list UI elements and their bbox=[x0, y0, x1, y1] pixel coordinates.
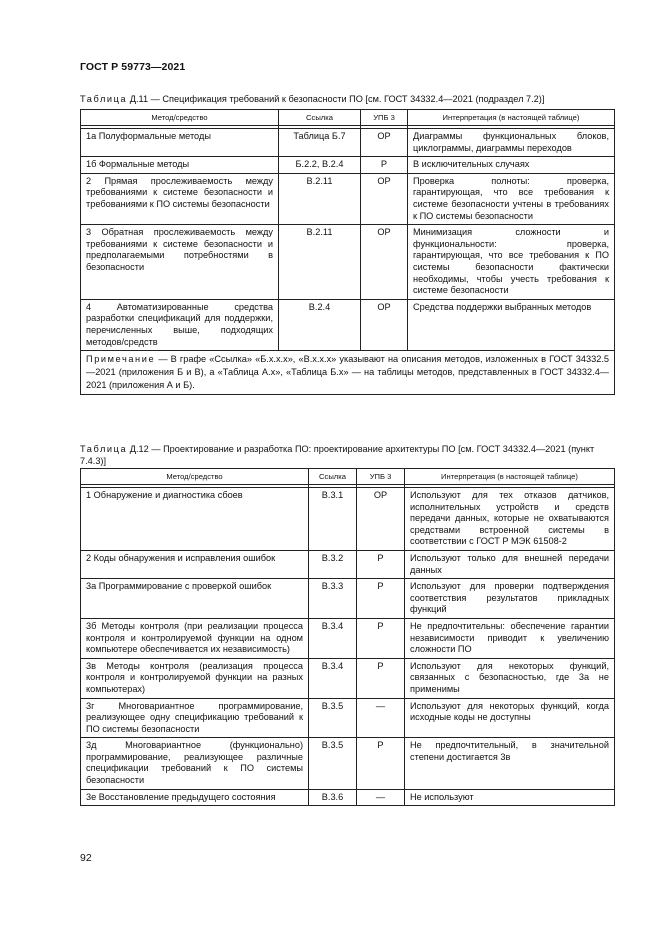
method-cell: 2 Коды обнаружения и исправления ошибок bbox=[81, 550, 309, 578]
interpretation-cell: Не предпочтительный, в значительной степени достигается 3в bbox=[405, 738, 615, 789]
column-header: Ссылка bbox=[279, 110, 361, 126]
method-cell: 3б Методы контроля (при реализации процесса контроля и контролируемой функции на одном компьютере обеспечивается их независимость) bbox=[81, 618, 309, 658]
interpretation-cell: В исключительных случаях bbox=[408, 157, 615, 174]
table-row bbox=[81, 618, 615, 658]
page-number: 92 bbox=[80, 852, 92, 864]
caption-text: Д.11 — Спецификация требований к безопасности ПО [см. ГОСТ 34332.4—2021 (подраздел 7.2)] bbox=[127, 94, 545, 104]
table-row bbox=[81, 299, 615, 350]
method-cell: 1 Обнаружение и диагностика сбоев bbox=[81, 488, 309, 551]
level-cell: — bbox=[357, 789, 405, 806]
ref-cell: В.3.4 bbox=[309, 618, 357, 658]
ref-cell: В.3.5 bbox=[309, 698, 357, 738]
table-row bbox=[81, 658, 615, 698]
column-header: Метод/средство bbox=[81, 110, 279, 126]
table-row bbox=[81, 129, 615, 157]
level-cell: OP bbox=[361, 225, 408, 300]
ref-cell: В.3.6 bbox=[309, 789, 357, 806]
column-header: УПБ 3 bbox=[357, 469, 405, 485]
table-row bbox=[81, 157, 615, 174]
caption-label: Таблица bbox=[80, 444, 128, 454]
table-row bbox=[81, 488, 615, 551]
ref-cell: В.3.4 bbox=[309, 658, 357, 698]
table-row bbox=[81, 550, 615, 578]
ref-cell: В.2.4 bbox=[279, 299, 361, 350]
ref-cell: Б.2.2, В.2.4 bbox=[279, 157, 361, 174]
level-cell: P bbox=[357, 550, 405, 578]
interpretation-cell: Средства поддержки выбранных методов bbox=[408, 299, 615, 350]
table-row bbox=[81, 738, 615, 789]
interpretation-cell: Диаграммы функциональных блоков, циклограммы, диаграммы переходов bbox=[408, 129, 615, 157]
level-cell: P bbox=[357, 579, 405, 619]
method-cell: 4 Автоматизированные средства разработки спецификаций для поддержки, перечисленных выше, подходящих методов/средств bbox=[81, 299, 279, 350]
requirements-spec-table bbox=[80, 109, 615, 395]
method-cell: 2 Прямая прослеживаемость между требованиями к системе безопасности и требованиями к ПО системы безопасности bbox=[81, 173, 279, 224]
table-row bbox=[81, 579, 615, 619]
interpretation-cell: Используют только для внешней передачи данных bbox=[405, 550, 615, 578]
method-cell: 1б Формальные методы bbox=[81, 157, 279, 174]
ref-cell: Таблица Б.7 bbox=[279, 129, 361, 157]
column-header: Интерпретация (в настоящей таблице) bbox=[405, 469, 615, 485]
table-row bbox=[81, 225, 615, 300]
interpretation-cell: Не используют bbox=[405, 789, 615, 806]
note-text: — В графе «Ссылка» «Б.х.х.х», «В.х.х.х» указывают на описания методов, изложенных в ГОСТ 34332.5—2021 (приложения Б и В), а «Таблица А.х», «Таблица Б.х» — на таблицы методов, представленных в ГОСТ 34332.4—2021 (приложения А и Б). bbox=[86, 354, 609, 391]
interpretation-cell: Используют для проверки подтверждения соответствия результатов прикладных функций bbox=[405, 579, 615, 619]
method-cell: 1а Полуформальные методы bbox=[81, 129, 279, 157]
ref-cell: В.3.5 bbox=[309, 738, 357, 789]
ref-cell: В.2.11 bbox=[279, 173, 361, 224]
method-cell: 3г Многовариантное программирование, реализующее одну спецификацию требований к ПО системы безопасности bbox=[81, 698, 309, 738]
ref-cell: В.3.2 bbox=[309, 550, 357, 578]
level-cell: P bbox=[361, 157, 408, 174]
table-row bbox=[81, 698, 615, 738]
note-label: Примечание bbox=[86, 354, 156, 365]
column-header: Метод/средство bbox=[81, 469, 309, 485]
level-cell: P bbox=[357, 618, 405, 658]
table-caption bbox=[80, 93, 544, 105]
table-caption bbox=[80, 443, 610, 467]
column-header: Ссылка bbox=[309, 469, 357, 485]
level-cell: OP bbox=[361, 173, 408, 224]
table-note-row bbox=[81, 351, 615, 395]
ref-cell: В.2.11 bbox=[279, 225, 361, 300]
level-cell: P bbox=[357, 738, 405, 789]
method-cell: 3в Методы контроля (реализация процесса контроля и контролируемой функции на разных компьютерах) bbox=[81, 658, 309, 698]
level-cell: OP bbox=[357, 488, 405, 551]
level-cell: P bbox=[357, 658, 405, 698]
method-cell: 3д Многовариантное (функционально) программирование, реализующее различные спецификации требований к ПО системы безопасности bbox=[81, 738, 309, 789]
level-cell: OP bbox=[361, 299, 408, 350]
ref-cell: В.3.1 bbox=[309, 488, 357, 551]
table-row bbox=[81, 173, 615, 224]
interpretation-cell: Используют для некоторых функций, когда исходные коды не доступны bbox=[405, 698, 615, 738]
level-cell: — bbox=[357, 698, 405, 738]
level-cell: OP bbox=[361, 129, 408, 157]
table-row bbox=[81, 789, 615, 806]
table-header-row bbox=[81, 110, 615, 126]
caption-label: Таблица bbox=[80, 94, 128, 104]
caption-text: Д.12 — Проектирование и разработка ПО: проектирование архитектуры ПО [см. ГОСТ 34332.4—2021 (пункт 7.4.3)] bbox=[80, 444, 595, 466]
interpretation-cell: Не предпочтительны: обеспечение гарантии независимости приводит к увеличению сложности ПО bbox=[405, 618, 615, 658]
ref-cell: В.3.3 bbox=[309, 579, 357, 619]
table-header-row bbox=[81, 469, 615, 485]
column-header: Интерпретация (в настоящей таблице) bbox=[408, 110, 615, 126]
interpretation-cell: Используют для некоторых функций, связанных с безопасностью, где 3а не применимы bbox=[405, 658, 615, 698]
column-header: УПБ 3 bbox=[361, 110, 408, 126]
table-note bbox=[81, 351, 615, 395]
method-cell: 3 Обратная прослеживаемость между требованиями к системе безопасности и предполагаемыми потребностями в безопасности bbox=[81, 225, 279, 300]
method-cell: 3е Восстановление предыдущего состояния bbox=[81, 789, 309, 806]
interpretation-cell: Минимизация сложности и функциональности: проверка, гарантирующая, что все требования к ПО системы безопасности фактически необходимы, чтобы учесть требования к системе безопасности bbox=[408, 225, 615, 300]
interpretation-cell: Используют для тех отказов датчиков, исполнительных устройств и средств передачи данных, которые не охватываются средствами встроенной системы в соответствии с ГОСТ Р МЭК 61508-2 bbox=[405, 488, 615, 551]
interpretation-cell: Проверка полноты: проверка, гарантирующая, что все требования к системе безопасности учтены в требованиях к ПО системы безопасности bbox=[408, 173, 615, 224]
method-cell: 3а Программирование с проверкой ошибок bbox=[81, 579, 309, 619]
architecture-design-table bbox=[80, 468, 615, 806]
document-header: ГОСТ Р 59773—2021 bbox=[80, 61, 186, 73]
